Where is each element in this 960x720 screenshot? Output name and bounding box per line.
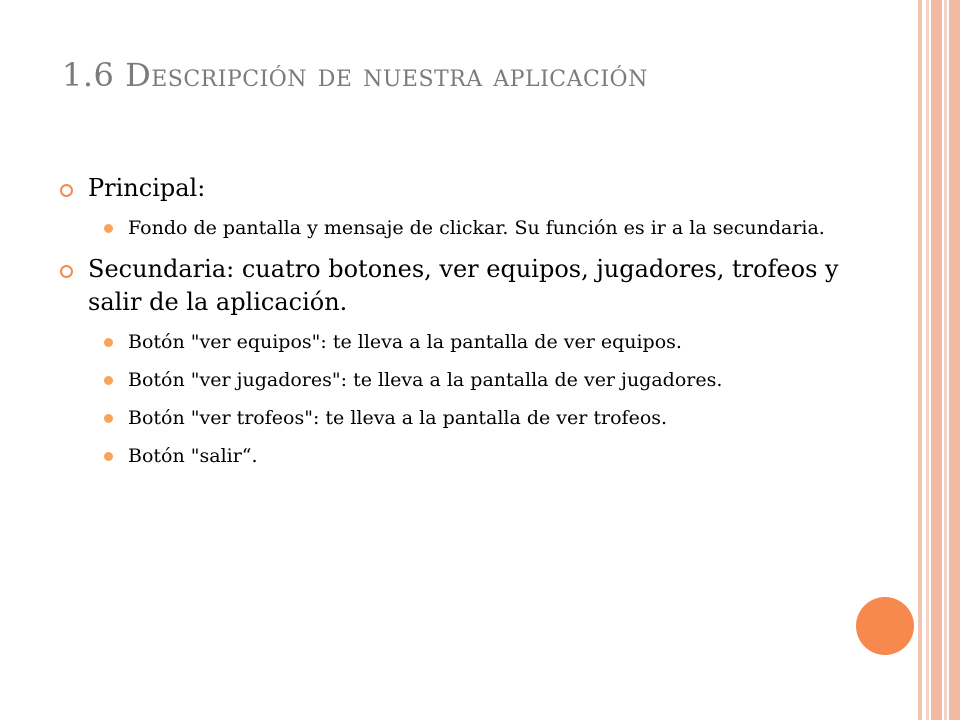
dot-bullet-icon	[104, 452, 113, 461]
bullet-level2	[60, 403, 860, 433]
bullet-text: Fondo de pantalla y mensaje de clickar. Su función es ir a la secundaria.	[128, 217, 825, 239]
bullet-level2	[60, 213, 860, 243]
circle-bullet-icon	[60, 184, 73, 197]
slide-content	[60, 172, 860, 481]
bullet-level2	[60, 327, 860, 357]
sub-bullet-list	[60, 213, 860, 243]
sub-bullet-list	[60, 327, 860, 471]
bullet-level2	[60, 441, 860, 471]
slide-title: 1.6 Descripción de nuestra aplicación	[62, 56, 648, 94]
bullet-text: Botón "ver trofeos": te lleva a la pantalla de ver trofeos.	[128, 407, 668, 429]
dot-bullet-icon	[104, 376, 113, 385]
dot-bullet-icon	[104, 338, 113, 347]
bullet-level1	[60, 253, 860, 319]
bullet-text: Botón "ver equipos": te lleva a la pantalla de ver equipos.	[128, 331, 682, 353]
bullet-text: Botón "salir“.	[128, 445, 258, 467]
decorative-stripe	[926, 0, 929, 720]
circle-bullet-icon	[60, 265, 73, 278]
decorative-stripe	[944, 0, 947, 720]
bullet-text: Botón "ver jugadores": te lleva a la pantalla de ver jugadores.	[128, 369, 723, 391]
dot-bullet-icon	[104, 224, 113, 233]
bullet-level1	[60, 172, 860, 205]
section-heading: Principal:	[88, 174, 206, 202]
decorative-stripe	[918, 0, 922, 720]
decorative-stripe	[931, 0, 942, 720]
dot-bullet-icon	[104, 414, 113, 423]
decorative-circle	[856, 597, 914, 655]
section-heading: Secundaria: cuatro botones, ver equipos, jugadores, trofeos y salir de la aplicación.	[88, 255, 839, 316]
bullet-level2	[60, 365, 860, 395]
decorative-stripe	[949, 0, 960, 720]
